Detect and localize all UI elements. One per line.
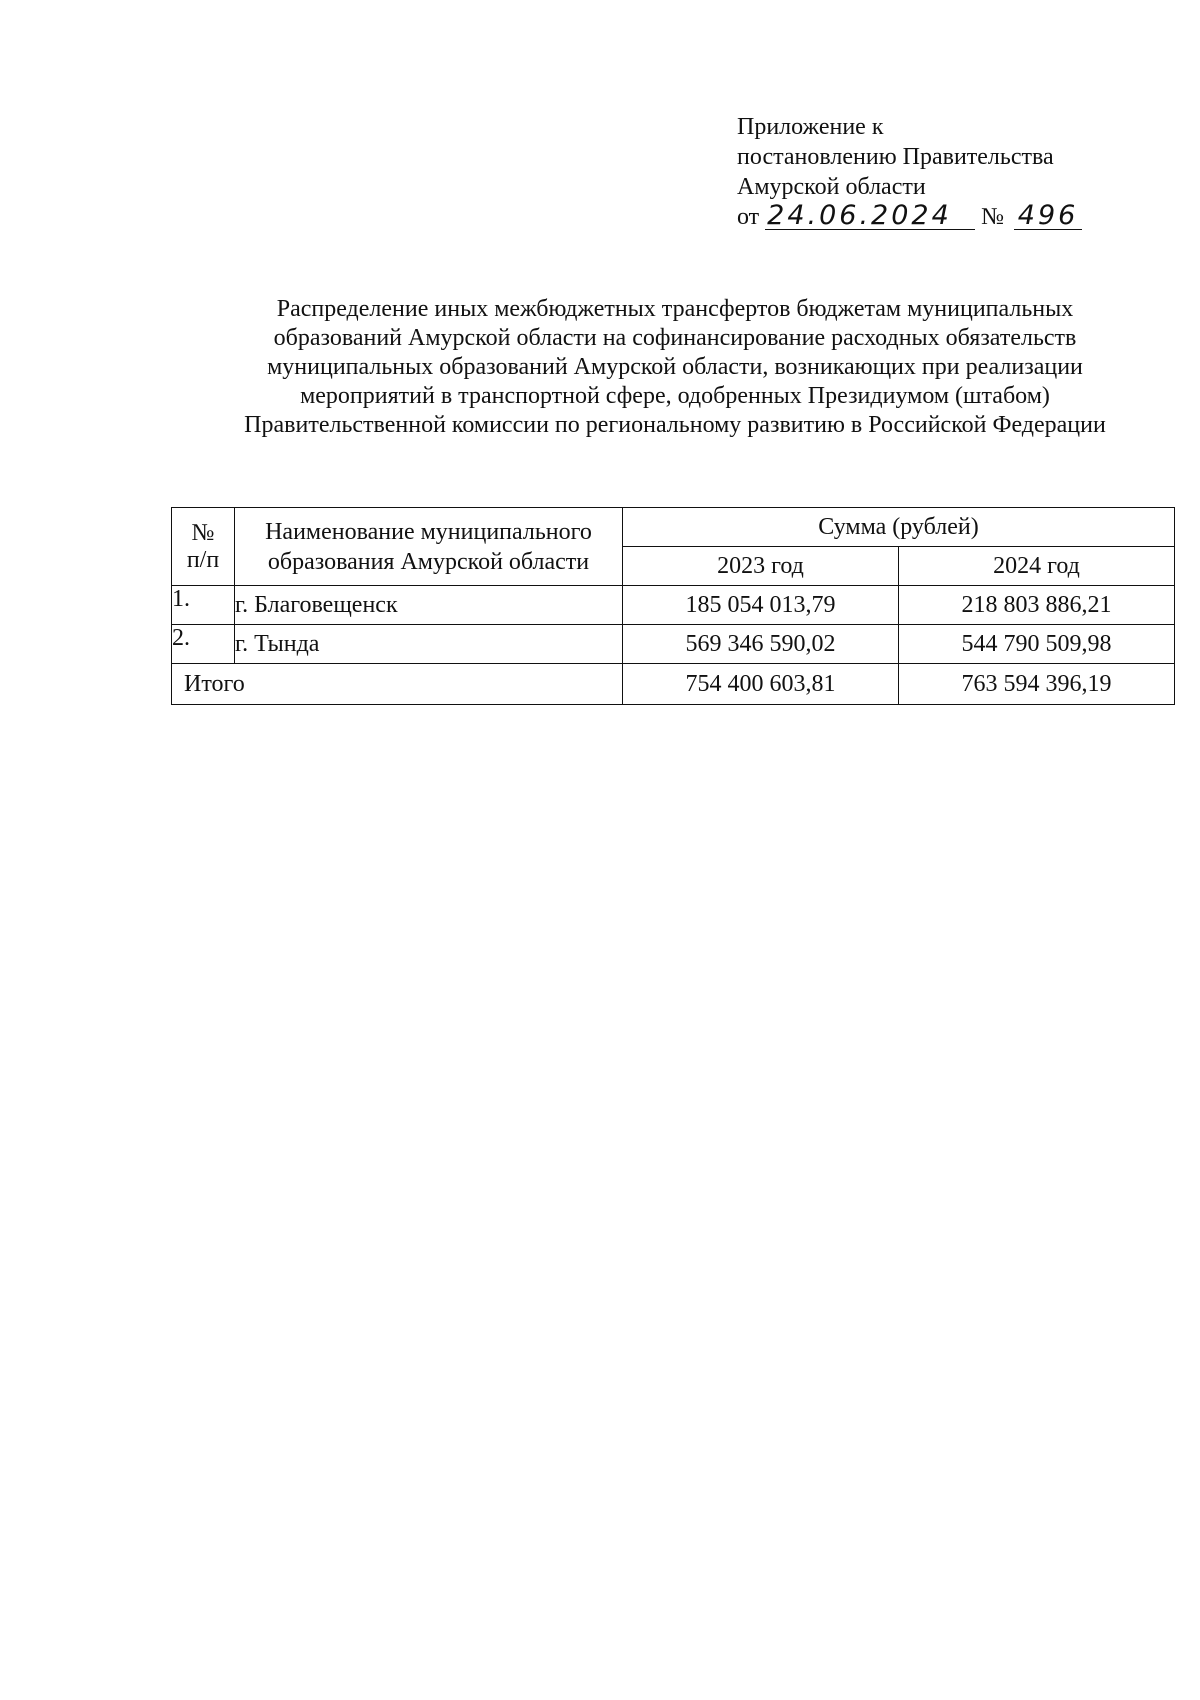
header-year-2023: 2023 год xyxy=(623,547,899,586)
total-label: Итого xyxy=(172,664,623,705)
handwritten-number: 496 xyxy=(1014,203,1082,230)
row-value-2024: 218 803 886,21 xyxy=(899,586,1175,625)
table-header-row-1 xyxy=(172,508,1175,547)
total-value-2024: 763 594 396,19 xyxy=(899,664,1175,705)
title-line-1: Распределение иных межбюджетных трансфертов бюджетам муниципальных xyxy=(276,296,1074,322)
row-value-2023: 185 054 013,79 xyxy=(623,586,899,625)
document-title xyxy=(180,295,1170,440)
row-num: 2. xyxy=(172,625,235,664)
header-num-line-2: п/п xyxy=(186,546,220,573)
header-name-line-2: образования Амурской области xyxy=(267,548,590,575)
date-prefix: от xyxy=(737,204,760,230)
number-prefix: № xyxy=(981,204,1005,230)
row-value-2023: 569 346 590,02 xyxy=(623,625,899,664)
header-sum: Сумма (рублей) xyxy=(623,508,1175,547)
appendix-line-1: Приложение к xyxy=(737,114,884,140)
header-name-line-1: Наименование муниципального xyxy=(265,518,592,545)
title-line-3: муниципальных образований Амурской области, возникающих при реализации xyxy=(267,354,1083,380)
appendix-date-line xyxy=(737,202,1082,232)
row-municipality: г. Благовещенск xyxy=(235,586,623,625)
title-line-4: мероприятий в транспортной сфере, одобренных Президиумом (штабом) xyxy=(300,383,1050,409)
total-row xyxy=(172,664,1175,705)
header-num xyxy=(172,508,235,586)
row-num: 1. xyxy=(172,586,235,625)
table-row xyxy=(172,625,1175,664)
header-year-2024: 2024 год xyxy=(899,547,1175,586)
header-num-line-1: № xyxy=(191,519,215,546)
title-line-2: образований Амурской области на софинансирование расходных обязательств xyxy=(273,325,1077,351)
table-row xyxy=(172,586,1175,625)
appendix-block xyxy=(737,112,1082,232)
handwritten-date: 24.06.2024 xyxy=(765,203,975,230)
distribution-table xyxy=(171,507,1175,705)
total-value-2023: 754 400 603,81 xyxy=(623,664,899,705)
header-name xyxy=(235,508,623,586)
title-line-5: Правительственной комиссии по региональному развитию в Российской Федерации xyxy=(244,412,1106,438)
row-municipality: г. Тында xyxy=(235,625,623,664)
appendix-line-2: постановлению Правительства xyxy=(737,144,1054,170)
row-value-2024: 544 790 509,98 xyxy=(899,625,1175,664)
appendix-line-3: Амурской области xyxy=(737,174,926,200)
